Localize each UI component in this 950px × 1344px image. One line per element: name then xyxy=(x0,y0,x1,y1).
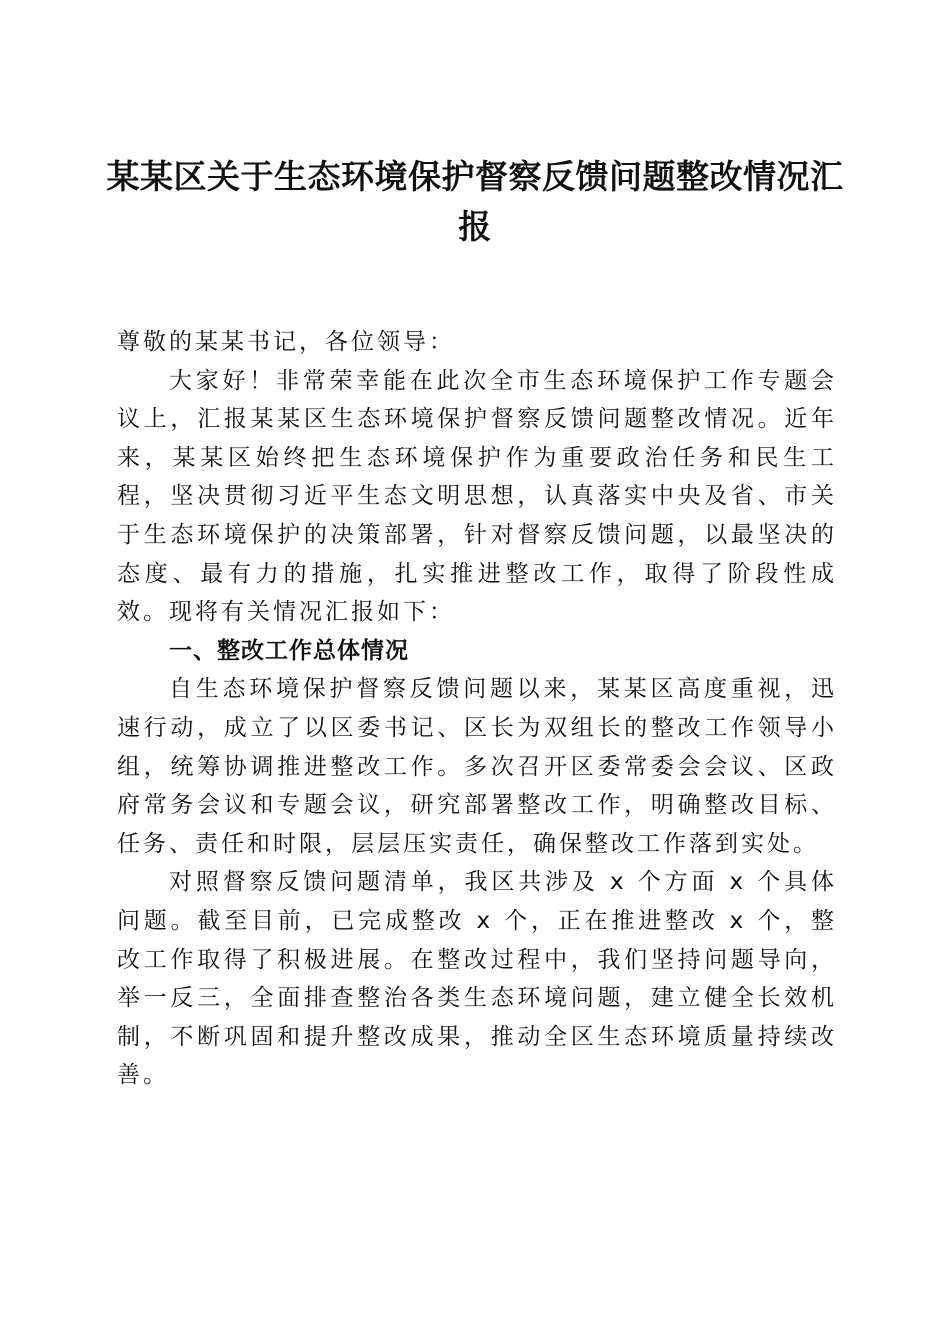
section-heading-overall: 一、整改工作总体情况 xyxy=(169,637,409,664)
salutation: 尊敬的某某书记，各位领导： xyxy=(117,329,455,355)
section-paragraph: 对照督察反馈问题清单，我区共涉及 x 个方面 x 个具体问题。截至目前，已完成整改 x 个，正在推进整改 x 个，整改工作取得了积极进展。在整改过程中，我们坚持问题导向，举一反三，全面排查整治各类生态环境问题，建立健全长效机制，不断巩固和提升整改成果，推动全区生态环境质量持续改善。 xyxy=(117,869,837,1089)
document-body xyxy=(117,323,837,1095)
intro-paragraph: 大家好！非常荣幸能在此次全市生态环境保护工作专题会议上，汇报某某区生态环境保护督察反馈问题整改情况。近年来，某某区始终把生态环境保护作为重要政治任务和民生工程，坚决贯彻习近平生态文明思想，认真落实中央及省、市关于生态环境保护的决策部署，针对督察反馈问题，以最坚决的态度、最有力的措施，扎实推进整改工作，取得了阶段性成效。现将有关情况汇报如下： xyxy=(117,367,837,626)
section-paragraph: 自生态环境保护督察反馈问题以来，某某区高度重视，迅速行动，成立了以区委书记、区长为双组长的整改工作领导小组，统筹协调推进整改工作。多次召开区委常委会会议、区政府常务会议和专题会议，研究部署整改工作，明确整改目标、任务、责任和时限，层层压实责任，确保整改工作落到实处。 xyxy=(117,676,837,857)
document-title: 某某区关于生态环境保护督察反馈问题整改情况汇报 xyxy=(106,157,844,246)
